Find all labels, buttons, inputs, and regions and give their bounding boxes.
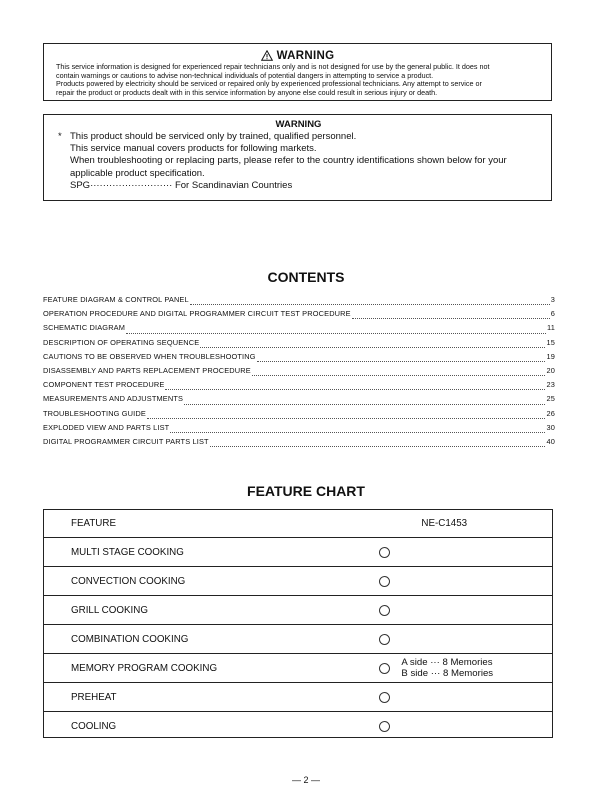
toc-entry-label: EXPLODED VIEW AND PARTS LIST	[43, 422, 170, 432]
feature-name: GRILL COOKING	[43, 596, 313, 625]
toc-entry[interactable]	[43, 323, 555, 337]
spg-description: For Scandinavian Countries	[174, 179, 293, 191]
personnel-warning-box	[43, 114, 552, 201]
table-row	[43, 654, 553, 683]
spg-line	[58, 180, 539, 192]
warning-line: When troubleshooting or replacing parts, please refer to the country identifications shown below for your	[70, 155, 507, 167]
toc-entry-label: DIGITAL PROGRAMMER CIRCUIT PARTS LIST	[43, 436, 209, 446]
table-of-contents	[43, 295, 555, 451]
toc-entry[interactable]	[43, 423, 555, 437]
warning-line-row	[58, 131, 539, 143]
circle-mark-icon	[379, 663, 390, 674]
table-row	[43, 683, 553, 712]
toc-entry-label: COMPONENT TEST PROCEDURE	[43, 380, 165, 390]
toc-entry[interactable]	[43, 309, 555, 323]
feature-name: COOLING	[43, 712, 313, 741]
toc-leader-dots	[184, 404, 545, 405]
toc-entry-label: FEATURE DIAGRAM & CONTROL PANEL	[43, 295, 189, 304]
toc-entry-page: 19	[546, 351, 555, 361]
circle-mark-icon	[379, 692, 390, 703]
toc-leader-dots	[165, 389, 545, 390]
toc-leader-dots	[257, 361, 546, 362]
toc-entry-label: DISASSEMBLY AND PARTS REPLACEMENT PROCEDURE	[43, 365, 251, 375]
service-warning-line: contain warnings or cautions to advise non-technical individuals of potential dangers in attempting to service a product.	[56, 70, 434, 80]
circle-mark-icon	[379, 605, 390, 616]
memory-note-b: B side ··· 8 Memories	[401, 668, 494, 679]
circle-mark-icon	[379, 634, 390, 645]
warning-line: applicable product specification.	[70, 167, 205, 179]
toc-leader-dots	[126, 333, 546, 334]
toc-entry[interactable]	[43, 437, 555, 451]
table-row	[43, 567, 553, 596]
feature-name: PREHEAT	[43, 683, 313, 712]
asterisk-marker: *	[58, 131, 62, 142]
toc-entry-label: CAUTIONS TO BE OBSERVED WHEN TROUBLESHOOTING	[43, 351, 256, 361]
toc-entry-label: DESCRIPTION OF OPERATING SEQUENCE	[43, 337, 200, 347]
feature-chart-heading: FEATURE CHART	[247, 483, 365, 499]
feature-name: COMBINATION COOKING	[43, 625, 313, 654]
toc-leader-dots	[252, 375, 546, 376]
toc-entry-page: 6	[550, 309, 555, 319]
warning-line: This service manual covers products for following markets.	[70, 143, 317, 155]
service-warning-title-text: WARNING	[276, 50, 335, 62]
toc-entry-page: 40	[546, 436, 555, 446]
page-number: — 2 —	[291, 775, 320, 785]
toc-entry[interactable]	[43, 409, 555, 423]
table-row	[43, 712, 553, 741]
toc-entry-page: 3	[550, 295, 555, 304]
toc-leader-dots	[210, 446, 546, 447]
toc-entry-page: 11	[547, 323, 555, 333]
circle-mark-icon	[379, 721, 390, 732]
toc-entry-label: OPERATION PROCEDURE AND DIGITAL PROGRAMMER CIRCUIT TEST PROCEDURE	[43, 309, 351, 319]
feature-chart-header-row	[43, 509, 553, 538]
toc-entry[interactable]	[43, 295, 555, 309]
toc-entry-label: TROUBLESHOOTING GUIDE	[43, 408, 146, 418]
toc-entry-label: SCHEMATIC DIAGRAM	[43, 323, 126, 333]
toc-entry-label: MEASUREMENTS AND ADJUSTMENTS	[43, 394, 184, 404]
toc-entry-page: 20	[546, 365, 555, 375]
service-warning-box	[43, 43, 552, 101]
toc-entry-page: 30	[546, 422, 555, 432]
table-row	[43, 596, 553, 625]
table-row	[43, 625, 553, 654]
header-model: NE-C1453	[421, 517, 468, 529]
feature-name: MEMORY PROGRAM COOKING	[43, 654, 313, 683]
toc-entry[interactable]	[43, 380, 555, 394]
circle-mark-icon	[379, 576, 390, 587]
feature-name: MULTI STAGE COOKING	[43, 538, 313, 567]
toc-entry-page: 23	[546, 380, 555, 390]
circle-mark-icon	[379, 547, 390, 558]
toc-entry-page: 25	[546, 394, 555, 404]
toc-entry-page: 15	[546, 337, 555, 347]
header-feature: FEATURE	[43, 509, 313, 538]
toc-leader-dots	[147, 418, 546, 419]
service-warning-line: This service information is designed for experienced repair technicians only and is not designed for use by the general public. It does not	[56, 62, 490, 71]
warning-line: This product should be serviced only by trained, qualified personnel.	[70, 131, 357, 142]
feature-name: CONVECTION COOKING	[43, 567, 313, 596]
service-warning-line: Products powered by electricity should be serviced or repaired only by experienced professional technicians. Any attempt to service or	[56, 79, 482, 89]
feature-chart-table	[43, 509, 553, 740]
toc-entry[interactable]	[43, 366, 555, 380]
toc-entry[interactable]	[43, 352, 555, 366]
toc-entry-page: 26	[546, 408, 555, 418]
spg-code: SPG	[70, 179, 91, 191]
toc-entry[interactable]	[43, 338, 555, 352]
toc-leader-dots	[190, 304, 550, 305]
spg-dots: ··························	[90, 179, 173, 191]
toc-leader-dots	[170, 432, 545, 433]
service-warning-line: repair the product or products dealt with in this service information by anyone else could result in serious injury or death.	[56, 87, 438, 97]
warning-triangle-icon	[261, 50, 273, 61]
contents-heading: CONTENTS	[267, 269, 345, 285]
personnel-warning-title: WARNING	[275, 119, 322, 130]
toc-leader-dots	[200, 347, 545, 348]
table-row	[43, 538, 553, 567]
memory-notes	[401, 657, 493, 679]
toc-leader-dots	[352, 318, 550, 319]
memory-note-a: A side ··· 8 Memories	[401, 657, 493, 668]
toc-entry[interactable]	[43, 394, 555, 408]
